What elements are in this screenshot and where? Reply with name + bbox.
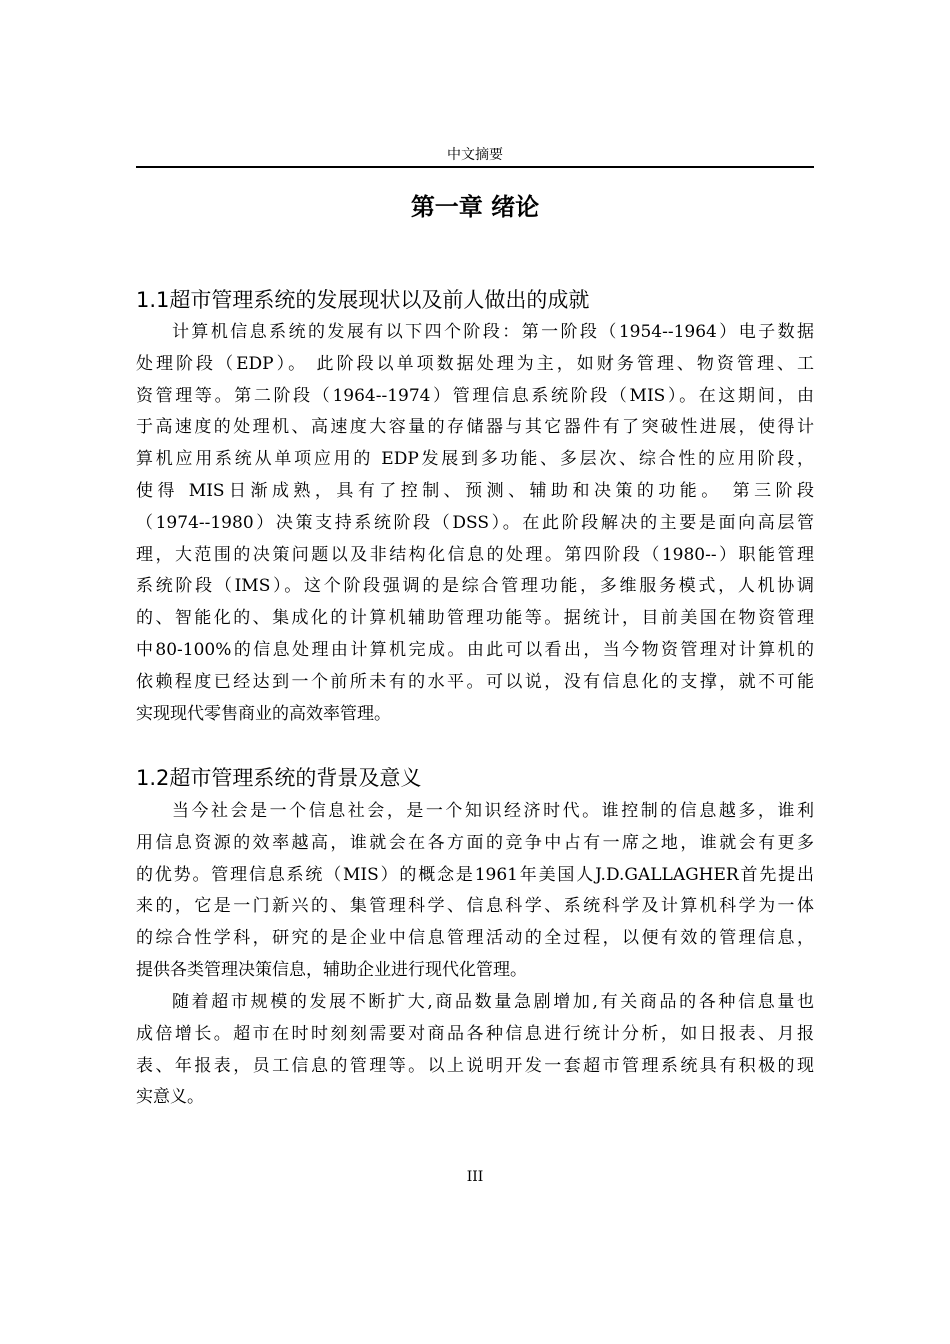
- paragraph-line: 用信息资源的效率越高，谁就会在各方面的竞争中占有一席之地，谁就会有更多: [136, 832, 814, 853]
- paragraph-line: 随着超市规模的发展不断扩大,商品数量急剧增加,有关商品的各种信息量也: [172, 992, 814, 1012]
- section-heading-1-2: 1.2超市管理系统的背景及意义: [136, 766, 422, 790]
- paragraph-line: 来的，它是一门新兴的、集管理科学、信息科学、系统科学及计算机科学为一体: [136, 896, 814, 917]
- section-1-2-paragraph-1: [136, 796, 814, 987]
- paragraph-line: 算机应用系统从单项应用的 EDP发展到多功能、多层次、综合性的应用阶段，: [136, 449, 814, 470]
- paragraph-line: 实现现代零售商业的高效率管理。: [136, 703, 391, 724]
- paragraph-line: 的、智能化的、集成化的计算机辅助管理功能等。据统计，目前美国在物资管理: [136, 608, 814, 629]
- paragraph-line: 依赖程度已经达到一个前所未有的水平。可以说，没有信息化的支撑，就不可能: [136, 671, 814, 692]
- paragraph-line: 提供各类管理决策信息，辅助企业进行现代化管理。: [136, 959, 527, 980]
- paragraph-line: 的综合性学科，研究的是企业中信息管理活动的全过程，以便有效的管理信息，: [136, 928, 814, 949]
- section-1-1-paragraph: [136, 317, 814, 730]
- paragraph-line: 当今社会是一个信息社会，是一个知识经济时代。谁控制的信息越多，谁利: [172, 801, 814, 821]
- paragraph-line: 实意义。: [136, 1087, 204, 1108]
- paragraph-line: 系统阶段（IMS）。这个阶段强调的是综合管理功能，多维服务模式，人机协调: [136, 576, 814, 597]
- paragraph-line: 资管理等。第二阶段（1964--1974）管理信息系统阶段（MIS）。在这期间，由: [136, 385, 814, 406]
- paragraph-line: 使得 MIS日渐成熟，具有了控制、预测、辅助和决策的功能。 第三阶段: [136, 480, 814, 501]
- section-1-2-paragraph-2: [136, 987, 814, 1114]
- section-heading-1-1: 1.1超市管理系统的发展现状以及前人做出的成就: [136, 288, 590, 312]
- running-header: 中文摘要: [447, 147, 503, 163]
- paragraph-line: 表、年报表，员工信息的管理等。以上说明开发一套超市管理系统具有积极的现: [136, 1055, 814, 1076]
- paragraph-line: 计算机信息系统的发展有以下四个阶段：第一阶段（1954--1964）电子数据: [172, 322, 814, 342]
- paragraph-line: 于高速度的处理机、高速度大容量的存储器与其它器件有了突破性进展，使得计: [136, 417, 814, 438]
- page-number: III: [466, 1169, 484, 1185]
- paragraph-line: 中80-100%的信息处理由计算机完成。由此可以看出，当今物资管理对计算机的: [136, 639, 814, 660]
- paragraph-line: 的优势。管理信息系统（MIS）的概念是1961年美国人J.D.GALLAGHER首先提出: [136, 864, 814, 885]
- paragraph-line: （1974--1980）决策支持系统阶段（DSS）。在此阶段解决的主要是面向高层管: [136, 512, 814, 533]
- header-rule: [136, 166, 814, 168]
- paragraph-line: 理，大范围的决策问题以及非结构化信息的处理。第四阶段（1980--）职能管理: [136, 544, 814, 565]
- paragraph-line: 成倍增长。超市在时时刻刻需要对商品各种信息进行统计分析，如日报表、月报: [136, 1023, 814, 1044]
- chapter-title: 第一章 绪论: [410, 193, 540, 221]
- paragraph-line: 处理阶段（EDP）。 此阶段以单项数据处理为主，如财务管理、物资管理、工: [136, 353, 814, 374]
